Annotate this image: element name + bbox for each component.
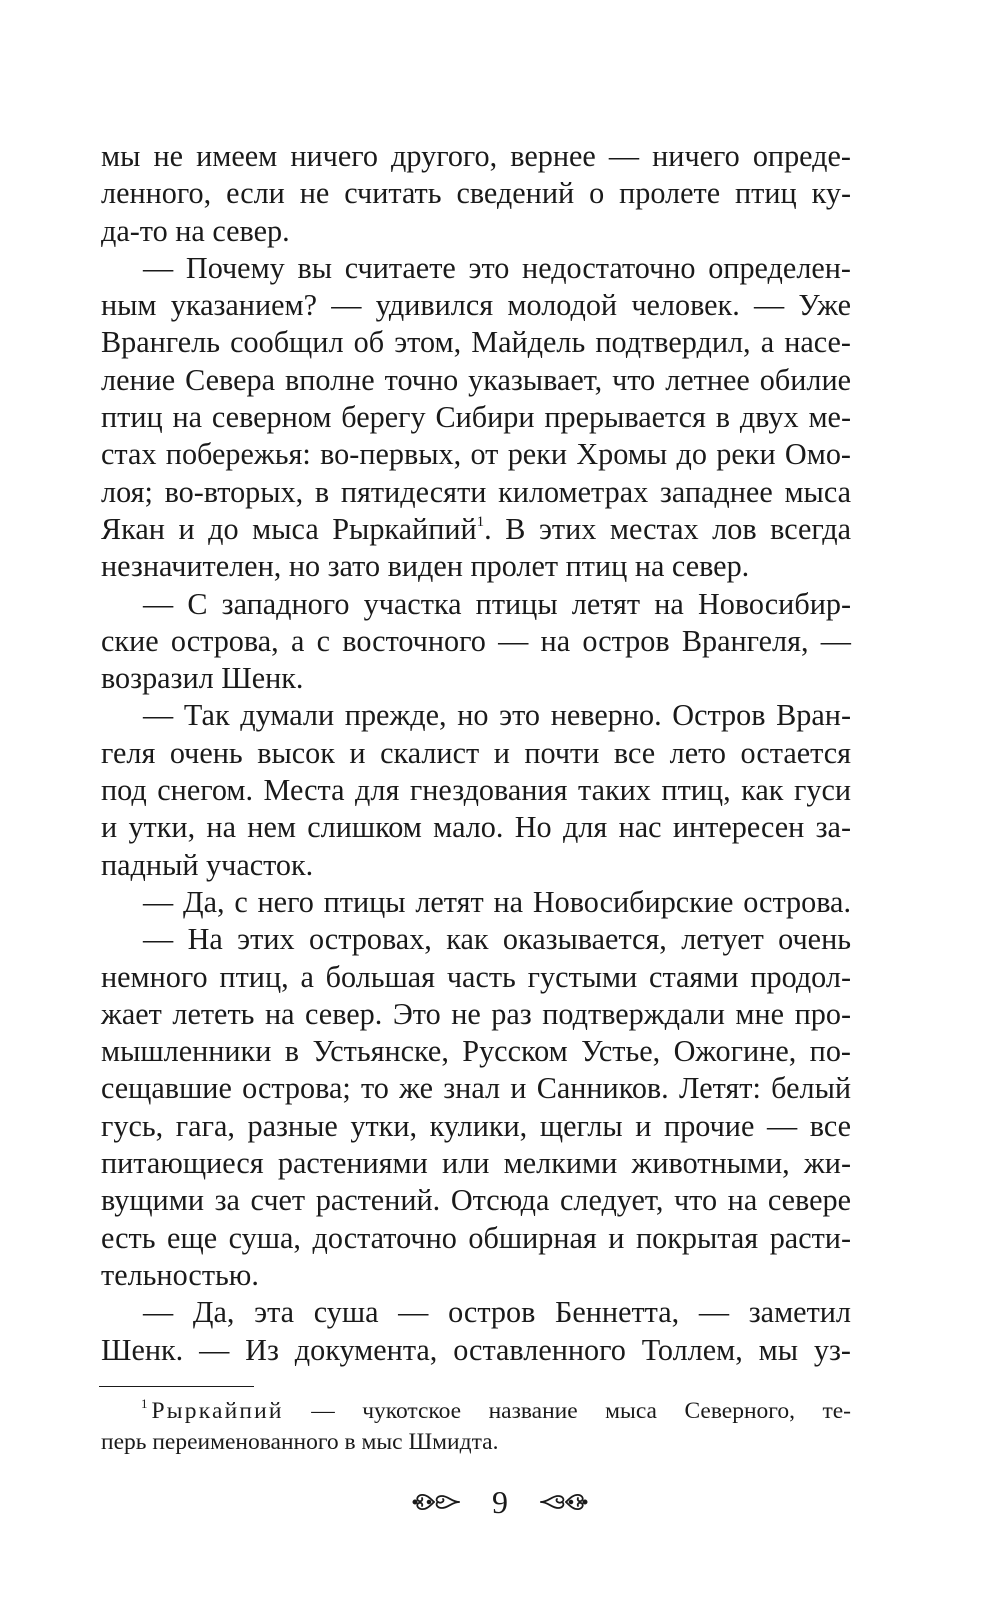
text-line: — Так думали прежде, но это неверно. Остров Вран- [143, 698, 851, 733]
text-line: птиц на северном берегу Сибири прерывается в двух ме- [101, 400, 851, 435]
text-line: стах побережья: во-первых, от реки Хромы до реки Омо- [101, 437, 851, 472]
text-line: Шенк. — Из документа, оставленного Толлем, мы уз- [101, 1332, 851, 1367]
text-line: вущими за счет растений. Отсюда следует, что на севере [101, 1183, 851, 1218]
text-line: Врангель сообщил об этом, Майдель подтвердил, а насе- [101, 325, 851, 360]
text-line: возразил Шенк. [101, 661, 304, 696]
text-line: ские острова, а с восточного — на остров Врангеля, — [101, 623, 851, 658]
text-line [101, 511, 851, 548]
text-line: под снегом. Места для гнездования таких птиц, как гуси [101, 773, 851, 808]
main-text [101, 138, 851, 1369]
text-line: гусь, гага, разные утки, кулики, щеглы и прочие — все [101, 1108, 851, 1143]
text-line: жает лететь на север. Это не раз подтверждали мне про- [101, 996, 851, 1031]
footnote-number: 1 [141, 1396, 148, 1411]
text-line: геля очень высок и скалист и почти все лето остается [101, 735, 851, 770]
text-line: лоя; во-вторых, в пятидесяти километрах западнее мыса [101, 474, 851, 509]
text-line: мы не имеем ничего другого, вернее — ничего опреде- [101, 139, 851, 173]
page-number: 9 [492, 1483, 508, 1520]
footnote-reference[interactable]: 1 [476, 513, 485, 530]
text-line: — Да, эта суша — остров Беннетта, — заметил [143, 1295, 851, 1330]
text-line: и утки, на нем слишком мало. Но для нас интересен за- [101, 810, 851, 845]
page-footer [0, 1478, 1000, 1522]
footnote-line [101, 1396, 851, 1427]
text-line: немного птиц, а большая часть густыми стаями продол- [101, 959, 851, 994]
right-ornament-icon [538, 1488, 588, 1516]
text-line: — С западного участка птицы летят на Новосибир- [143, 586, 851, 621]
text-segment: . В этих местах лов всегда [484, 511, 852, 546]
footnote [101, 1396, 851, 1458]
text-line: мышленники в Устьянске, Русском Устье, Ожогине, по- [101, 1034, 851, 1069]
footnote-text: — чукотское название мыса Северного, те- [283, 1398, 851, 1424]
footnote-divider [99, 1386, 254, 1387]
text-line: есть еще суша, достаточно обширная и покрытая расти- [101, 1220, 851, 1255]
text-line: ным указанием? — удивился молодой человек. — Уже [101, 288, 851, 323]
footnote-term: Рыркайпий [151, 1398, 284, 1424]
text-line: падный участок. [101, 847, 314, 882]
text-line: питающиеся растениями или мелкими животными, жи- [101, 1146, 851, 1181]
text-line: да-то на север. [101, 213, 290, 248]
text-line: ление Севера вполне точно указывает, что летнее обилие [101, 362, 851, 397]
text-line: — Почему вы считаете это недостаточно определен- [143, 250, 851, 285]
text-line: незначителен, но зато виден пролет птиц на север. [101, 549, 750, 584]
text-segment: Якан и до мыса Рыркайпий [101, 511, 477, 546]
footnote-line: перь переименованного в мыс Шмидта. [101, 1429, 499, 1455]
text-line: — Да, с него птицы летят на Новосибирские острова. [143, 884, 851, 919]
text-line: сещавшие острова; то же знал и Санников. Летят: белый [101, 1071, 851, 1106]
text-line: — На этих островах, как оказывается, летует очень [143, 922, 851, 957]
text-line: ленного, если не считать сведений о пролете птиц ку- [101, 176, 851, 211]
left-ornament-icon [412, 1488, 462, 1516]
text-line: тельностью. [101, 1257, 259, 1292]
